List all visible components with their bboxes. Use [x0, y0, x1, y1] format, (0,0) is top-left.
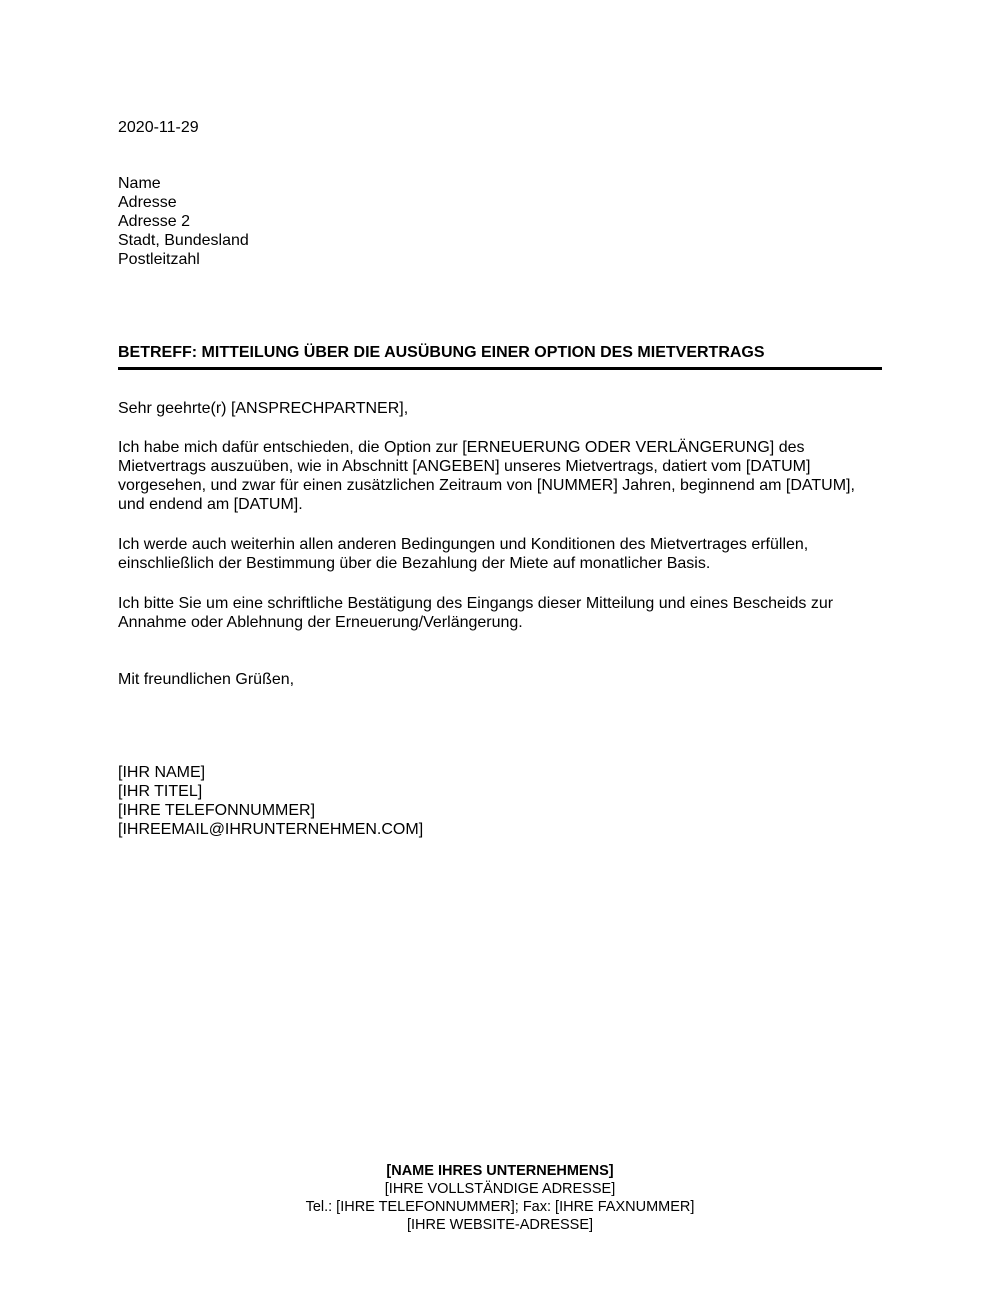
- recipient-postal-code: Postleitzahl: [118, 251, 200, 268]
- subject-divider: [118, 367, 882, 370]
- signature-phone: [IHRE TELEFONNUMMER]: [118, 802, 316, 819]
- body-paragraph-1: Ich habe mich dafür entschieden, die Option zur [ERNEUERUNG ODER VERLÄNGERUNG] des Mietvertrags auszuüben, wie in Abschnitt [ANGEBEN] unseres Mietvertrags, datiert vom [DATUM] vorgesehen, und zwar für einen zusätzlichen Zeitraum von [NUMMER] Jahren, beginnend am [DATUM], und endend am [DATUM].: [118, 439, 855, 513]
- recipient-name: Name: [118, 175, 161, 192]
- recipient-address: [118, 174, 882, 269]
- body-paragraph-3: Ich bitte Sie um eine schriftliche Bestätigung des Eingangs dieser Mitteilung und eines Bescheids zur Annahme oder Ablehnung der Erneuerung/Verlängerung.: [118, 595, 834, 631]
- recipient-address-line-2: Adresse 2: [118, 213, 191, 230]
- signature-block: [118, 763, 882, 839]
- footer-contact: Tel.: [IHRE TELEFONNUMMER]; Fax: [IHRE FAXNUMMER]: [305, 1199, 695, 1215]
- signature-email: [IHREEMAIL@IHRUNTERNEHMEN.COM]: [118, 821, 424, 838]
- letter-date: 2020-11-29: [118, 119, 199, 136]
- closing: Mit freundlichen Grüßen,: [118, 671, 295, 688]
- letterhead-footer: [0, 1162, 1000, 1234]
- salutation: Sehr geehrte(r) [ANSPRECHPARTNER],: [118, 400, 409, 417]
- recipient-city-state: Stadt, Bundesland: [118, 232, 249, 249]
- footer-address: [IHRE VOLLSTÄNDIGE ADRESSE]: [384, 1181, 616, 1197]
- recipient-address-line-1: Adresse: [118, 194, 177, 211]
- subject-line: BETREFF: MITTEILUNG ÜBER DIE AUSÜBUNG EINER OPTION DES MIETVERTRAGS: [118, 344, 765, 361]
- footer-website: [IHRE WEBSITE-ADRESSE]: [406, 1217, 594, 1233]
- signature-name: [IHR NAME]: [118, 764, 206, 781]
- body-paragraph-2: Ich werde auch weiterhin allen anderen Bedingungen und Konditionen des Mietvertrages erfüllen, einschließlich der Bestimmung über die Bezahlung der Miete auf monatlicher Basis.: [118, 536, 809, 572]
- footer-company-name: [NAME IHRES UNTERNEHMENS]: [386, 1163, 614, 1179]
- signature-title: [IHR TITEL]: [118, 783, 203, 800]
